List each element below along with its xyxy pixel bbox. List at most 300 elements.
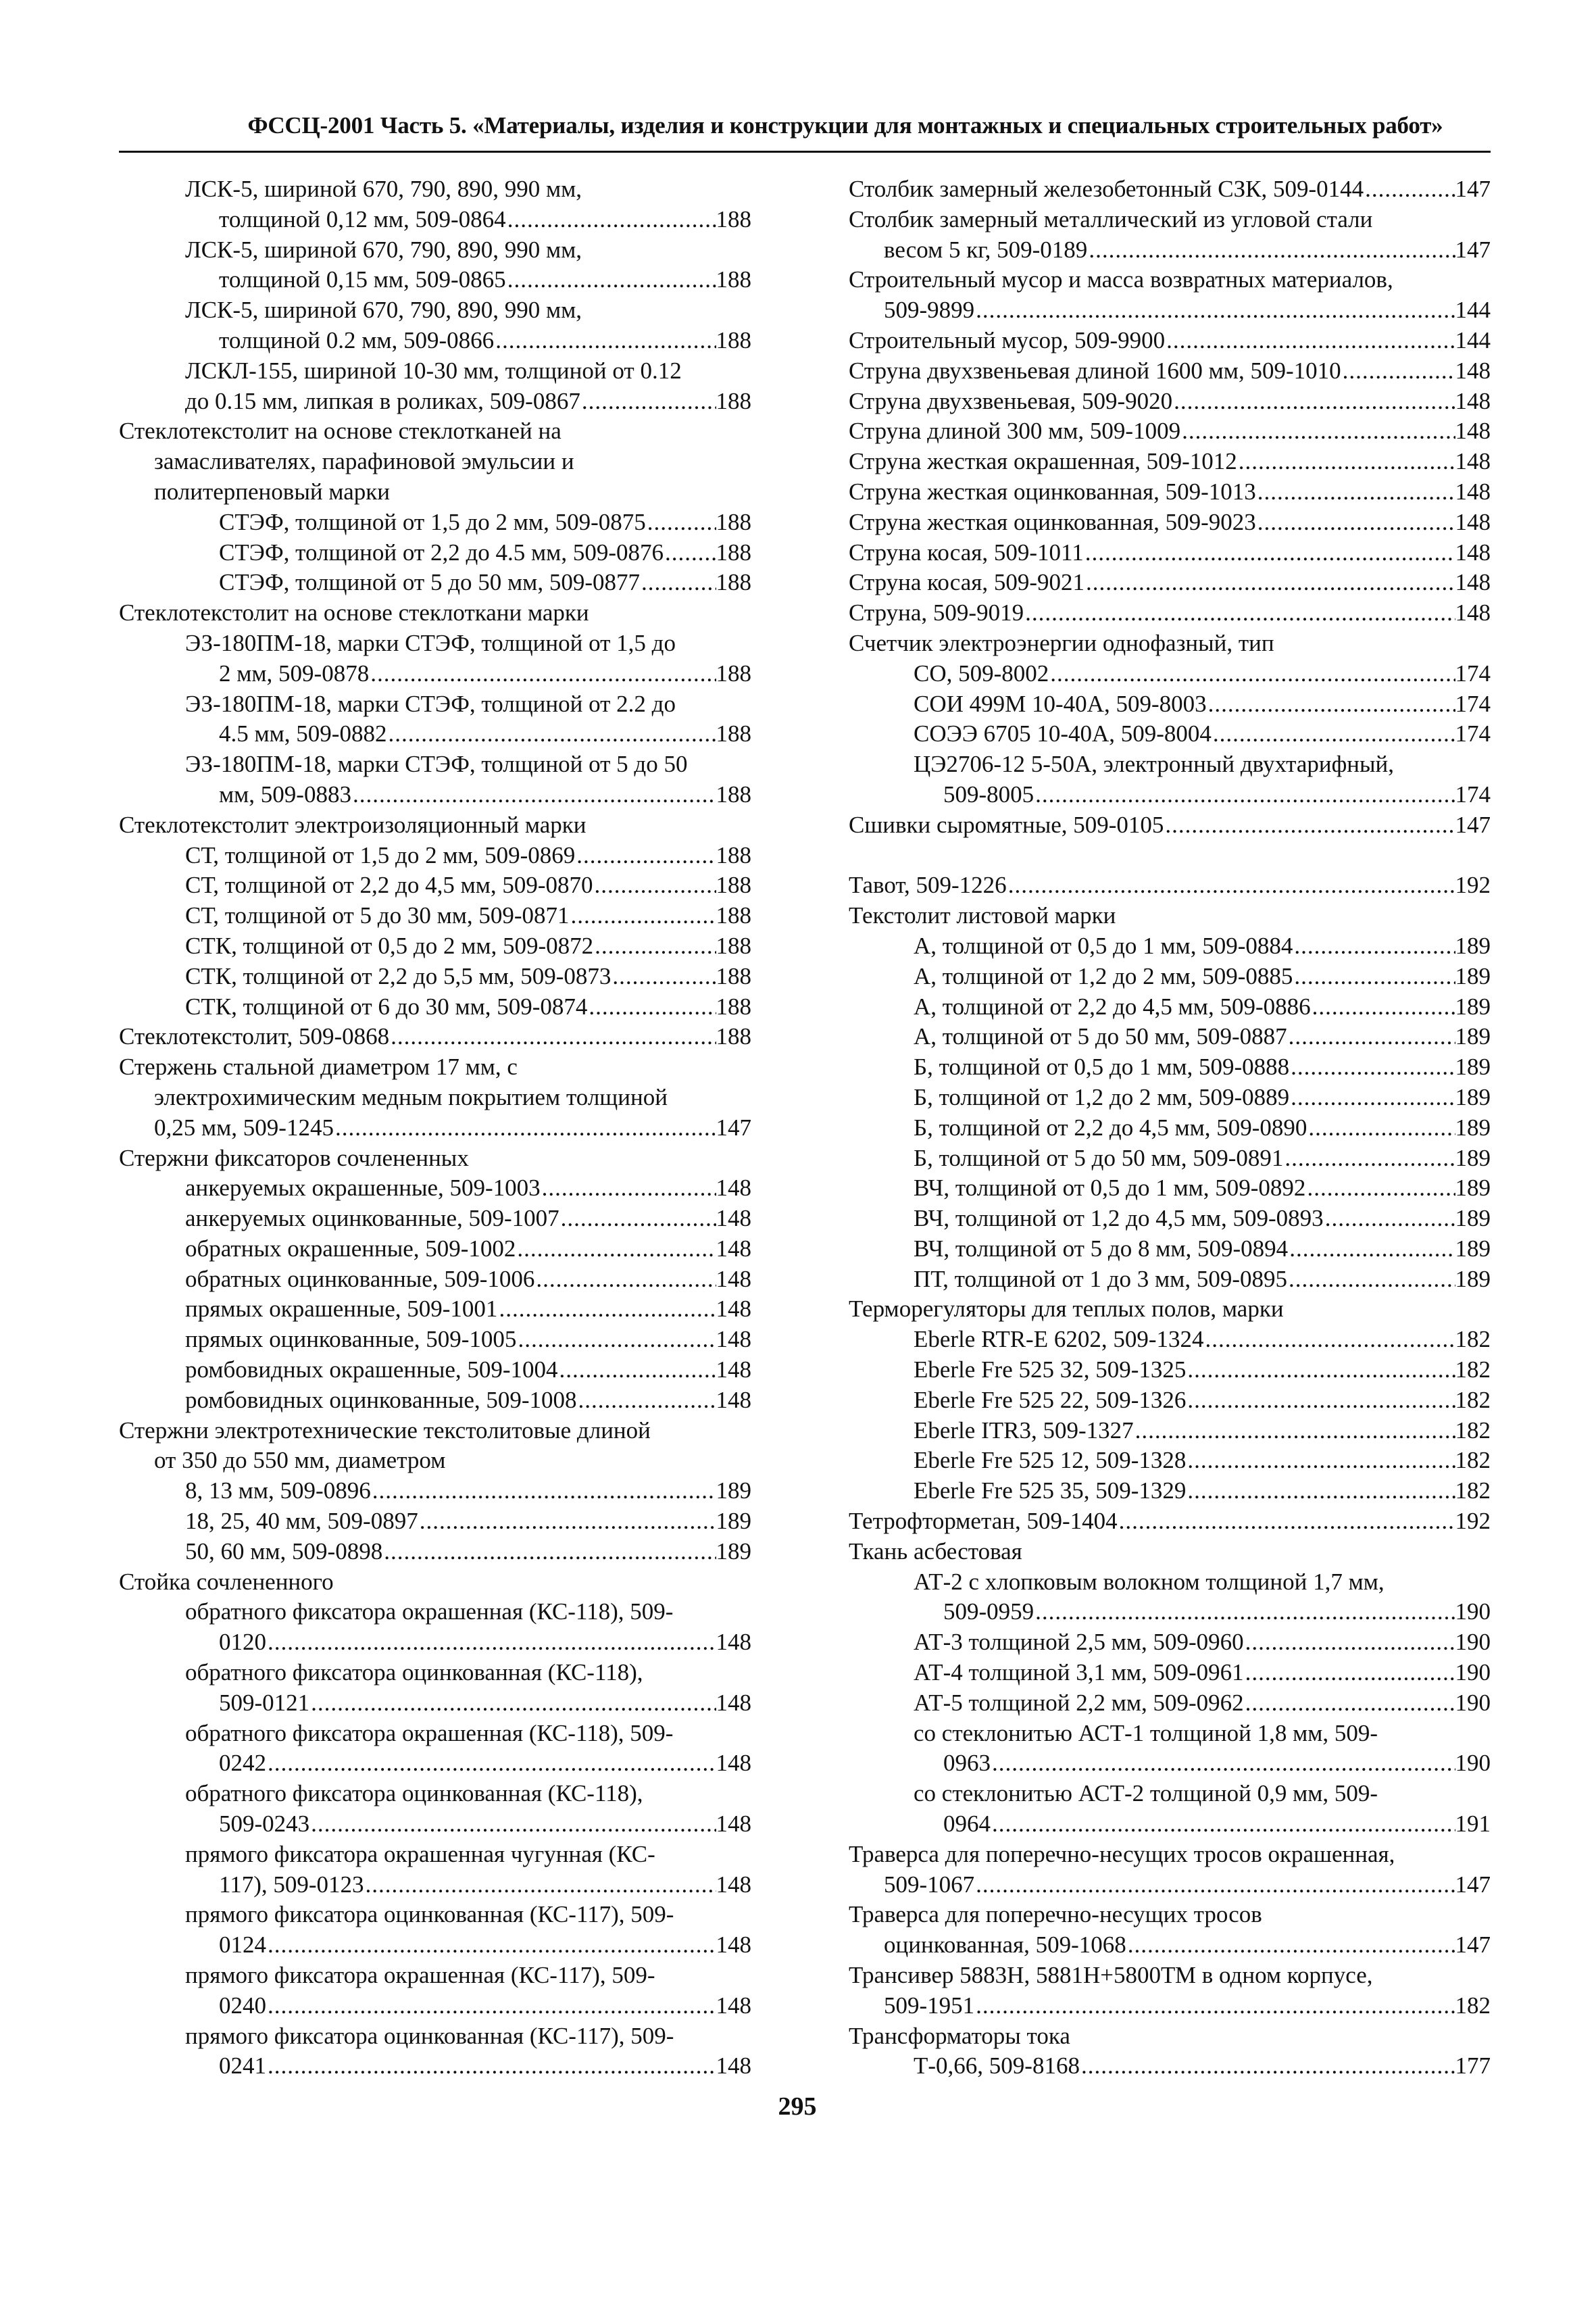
- entry-page-number: 189: [1455, 993, 1491, 1020]
- entry-page-number: 190: [1455, 1629, 1491, 1656]
- index-entry: [849, 659, 1491, 689]
- entry-text: Стойка сочлененного: [119, 1568, 334, 1595]
- entry-text: СТЭФ, толщиной от 2,2 до 4.5 мм, 509-0876: [219, 539, 664, 566]
- index-column-left: [119, 174, 751, 2082]
- dot-leader: [497, 1294, 716, 1325]
- dot-leader: [974, 1991, 1455, 2021]
- entry-page-number: 148: [716, 1750, 751, 1777]
- dot-leader: [974, 1870, 1455, 1900]
- entry-text: АТ-4 толщиной 3,1 мм, 509-0961: [914, 1659, 1244, 1686]
- index-entry: [119, 1870, 751, 1900]
- dot-leader: [1212, 719, 1455, 749]
- entry-page-number: 188: [716, 569, 751, 596]
- index-heading: [849, 1506, 1491, 1537]
- entry-text: мм, 509-0883: [219, 781, 351, 808]
- index-heading: [849, 1537, 1491, 1567]
- entry-text: 509-1951: [884, 1992, 975, 2019]
- index-entry: [849, 1688, 1491, 1719]
- dot-leader: [1186, 1476, 1455, 1506]
- entry-text: Eberle Fre 525 35, 509-1329: [914, 1477, 1187, 1504]
- entry-page-number: 148: [1455, 448, 1491, 475]
- entry-page-number: 182: [1455, 1386, 1491, 1413]
- entry-text: Б, толщиной от 1,2 до 2 мм, 509-0889: [914, 1083, 1290, 1110]
- entry-page-number: 147: [716, 1114, 751, 1141]
- entry-text: ВЧ, толщиной от 5 до 8 мм, 509-0894: [914, 1235, 1289, 1262]
- index-entry: [119, 1809, 751, 1840]
- entry-text: 0241: [219, 2052, 266, 2079]
- index-entry: [849, 1416, 1491, 1446]
- entry-page-number: 148: [1455, 357, 1491, 384]
- entry-text: Тетрофторметан, 509-1404: [849, 1508, 1118, 1535]
- entry-page-number: 148: [716, 1175, 751, 1202]
- index-entry: [849, 1234, 1491, 1264]
- index-entry: [119, 870, 751, 901]
- index-entry: [119, 749, 751, 780]
- index-entry: [849, 1870, 1491, 1900]
- entry-text: обратного фиксатора окрашенная (КС-118), 509-: [185, 1598, 674, 1625]
- entry-text: 2 мм, 509-0878: [219, 660, 370, 687]
- entry-text: СТ, толщиной от 2,2 до 4,5 мм, 509-0870: [185, 872, 593, 899]
- entry-page-number: 188: [716, 720, 751, 747]
- entry-page-number: 188: [716, 508, 751, 535]
- dot-leader: [1293, 962, 1455, 992]
- entry-text: ЭЗ-180ПМ-18, марки СТЭФ, толщиной от 1,5 до: [185, 629, 676, 656]
- entry-text: Струна жесткая оцинкованная, 509-1013: [849, 478, 1256, 505]
- entry-page-number: 188: [716, 539, 751, 566]
- dot-leader: [534, 1264, 716, 1295]
- entry-text: Сшивки сыромятные, 509-0105: [849, 811, 1164, 838]
- entry-text: СТ, толщиной от 1,5 до 2 мм, 509-0869: [185, 841, 576, 868]
- entry-page-number: 148: [716, 1689, 751, 1716]
- entry-page-number: 148: [716, 1629, 751, 1656]
- entry-text: ромбовидных окрашенные, 509-1004: [185, 1356, 558, 1383]
- index-entry: [849, 1779, 1491, 1809]
- entry-page-number: 174: [1455, 690, 1491, 717]
- dot-leader: [541, 1173, 716, 1204]
- index-entry: [119, 205, 751, 235]
- index-entry: [119, 1083, 751, 1113]
- index-entry: [119, 356, 751, 387]
- entry-page-number: 148: [1455, 508, 1491, 535]
- entry-text: СТК, толщиной от 6 до 30 мм, 509-0874: [185, 993, 588, 1020]
- index-entry: [849, 1022, 1491, 1052]
- dot-leader: [1288, 1234, 1455, 1264]
- dot-leader: [1364, 174, 1455, 205]
- index-heading: [119, 810, 751, 841]
- dot-leader: [386, 719, 716, 749]
- index-entry: [119, 174, 751, 205]
- entry-text: Строительный мусор, 509-9900: [849, 326, 1166, 353]
- dot-leader: [1311, 992, 1455, 1023]
- index-entry: [849, 1567, 1491, 1598]
- dot-leader: [266, 1930, 716, 1961]
- dot-leader: [587, 992, 716, 1023]
- index-entry: [119, 1537, 751, 1567]
- entry-page-number: 148: [1455, 478, 1491, 505]
- index-entry: [849, 1991, 1491, 2021]
- entry-text: ЛСК-5, шириной 670, 790, 890, 990 мм,: [185, 236, 582, 263]
- entry-text: 509-0959: [943, 1598, 1034, 1625]
- entry-page-number: 148: [716, 1931, 751, 1959]
- entry-text: СОЭЭ 6705 10-40А, 509-8004: [914, 720, 1212, 747]
- entry-text: Стержни фиксаторов сочлененных: [119, 1144, 469, 1171]
- dot-leader: [351, 780, 716, 810]
- index-heading: [849, 326, 1491, 356]
- entry-text: прямых окрашенные, 509-1001: [185, 1296, 498, 1323]
- index-entry: [119, 719, 751, 749]
- entry-text: Eberle RTR-E 6202, 509-1324: [914, 1326, 1204, 1353]
- entry-text: ЦЭ2706-12 5-50А, электронный двухтарифный,: [914, 751, 1394, 778]
- index-heading: [119, 1143, 751, 1174]
- index-entry: [849, 749, 1491, 780]
- entry-page-number: 189: [1455, 1023, 1491, 1050]
- dot-leader: [646, 508, 716, 538]
- entry-text: А, толщиной от 1,2 до 2 мм, 509-0885: [914, 962, 1293, 989]
- dot-leader: [516, 1234, 716, 1264]
- entry-text: прямых оцинкованные, 509-1005: [185, 1326, 517, 1353]
- entry-text: ПТ, толщиной от 1 до 3 мм, 509-0895: [914, 1265, 1287, 1292]
- entry-text: А, толщиной от 2,2 до 4,5 мм, 509-0886: [914, 993, 1311, 1020]
- entry-text: 0964: [943, 1811, 991, 1838]
- index-heading: [849, 477, 1491, 508]
- index-entry: [119, 1991, 751, 2021]
- index-heading: [119, 416, 751, 447]
- dot-leader: [1180, 416, 1455, 447]
- dot-leader: [494, 326, 716, 356]
- entry-page-number: 188: [716, 660, 751, 687]
- index-entry: [849, 962, 1491, 992]
- entry-text: 50, 60 мм, 509-0898: [185, 1537, 383, 1565]
- index-entry: [849, 1658, 1491, 1688]
- dot-leader: [371, 1476, 716, 1506]
- entry-page-number: 148: [1455, 599, 1491, 626]
- entry-page-number: 174: [1455, 781, 1491, 808]
- entry-text: весом 5 кг, 509-0189: [884, 236, 1088, 263]
- entry-text: 0963: [943, 1750, 991, 1777]
- entry-text: анкеруемых окрашенные, 509-1003: [185, 1175, 541, 1202]
- index-entry: [849, 1355, 1491, 1385]
- entry-page-number: 148: [716, 1296, 751, 1323]
- entry-page-number: 182: [1455, 1356, 1491, 1383]
- index-entry: [849, 1476, 1491, 1506]
- entry-page-number: 189: [1455, 1205, 1491, 1232]
- dot-leader: [1293, 931, 1455, 962]
- index-entry: [849, 1597, 1491, 1627]
- entry-text: Траверса для поперечно-несущих тросов: [849, 1901, 1262, 1928]
- entry-text: Б, толщиной от 0,5 до 1 мм, 509-0888: [914, 1054, 1290, 1081]
- page-number: 295: [778, 2092, 817, 2121]
- entry-page-number: 190: [1455, 1598, 1491, 1625]
- entry-page-number: 189: [716, 1537, 751, 1565]
- entry-text: прямого фиксатора оцинкованная (КС-117), 509-: [185, 1901, 674, 1928]
- index-entry: [119, 2021, 751, 2052]
- dot-leader: [309, 1809, 716, 1840]
- entry-page-number: 190: [1455, 1659, 1491, 1686]
- entry-text: Ткань асбестовая: [849, 1537, 1022, 1565]
- entry-text: СТ, толщиной от 5 до 30 мм, 509-0871: [185, 902, 570, 929]
- dot-leader: [991, 1809, 1455, 1840]
- entry-page-number: 189: [1455, 1054, 1491, 1081]
- entry-text: Счетчик электроэнергии однофазный, тип: [849, 629, 1274, 656]
- dot-leader: [1244, 1688, 1455, 1719]
- index-heading: [849, 174, 1491, 205]
- index-heading: [849, 2021, 1491, 2052]
- dot-leader: [1134, 1416, 1455, 1446]
- entry-text: СОИ 499М 10-40А, 509-8003: [914, 690, 1207, 717]
- index-entry: [119, 295, 751, 326]
- dot-leader: [369, 659, 716, 689]
- index-entry: [119, 689, 751, 720]
- entry-text: 0,25 мм, 509-1245: [154, 1114, 334, 1141]
- entry-text: СТК, толщиной от 2,2 до 5,5 мм, 509-0873: [185, 962, 612, 989]
- dot-leader: [1256, 477, 1455, 508]
- entry-page-number: 147: [1455, 176, 1491, 202]
- dot-leader: [1204, 1325, 1455, 1355]
- entry-text: Струна жесткая окрашенная, 509-1012: [849, 448, 1237, 475]
- entry-text: 509-8005: [943, 781, 1034, 808]
- entry-text: 4.5 мм, 509-0882: [219, 720, 387, 747]
- index-entry: [119, 1294, 751, 1325]
- index-heading: [849, 356, 1491, 387]
- entry-page-number: 189: [1455, 1144, 1491, 1171]
- entry-text: Столбик замерный металлический из угловой стали: [849, 205, 1373, 232]
- entry-text: ЛСКЛ-155, шириной 10-30 мм, толщиной от 0.12: [185, 357, 682, 384]
- dot-leader: [1080, 2051, 1455, 2082]
- entry-page-number: 188: [716, 1023, 751, 1050]
- index-entry: [849, 1719, 1491, 1749]
- index-entry: [119, 1748, 751, 1779]
- entry-page-number: 148: [716, 1265, 751, 1292]
- entry-page-number: 174: [1455, 720, 1491, 747]
- index-heading: [849, 387, 1491, 417]
- index-entry: [119, 508, 751, 538]
- entry-page-number: 147: [1455, 1931, 1491, 1959]
- dot-leader: [1034, 1597, 1455, 1627]
- entry-text: Б, толщиной от 2,2 до 4,5 мм, 509-0890: [914, 1114, 1307, 1141]
- dot-leader: [1287, 1022, 1455, 1052]
- dot-leader: [1172, 387, 1455, 417]
- index-entry: [119, 1204, 751, 1234]
- index-entry: [119, 659, 751, 689]
- entry-page-number: 189: [1455, 1265, 1491, 1292]
- index-entry: [119, 780, 751, 810]
- entry-text: 18, 25, 40 мм, 509-0897: [185, 1508, 418, 1535]
- header-rule: [119, 151, 1491, 153]
- index-heading: [849, 416, 1491, 447]
- index-heading: [119, 1052, 751, 1083]
- index-entry: [849, 1748, 1491, 1779]
- entry-text: 0120: [219, 1629, 266, 1656]
- entry-text: ЛСК-5, шириной 670, 790, 890, 990 мм,: [185, 176, 582, 202]
- entry-text: Eberle Fre 525 32, 509-1325: [914, 1356, 1187, 1383]
- entry-page-number: 188: [716, 902, 751, 929]
- entry-text: обратного фиксатора окрашенная (КС-118), 509-: [185, 1719, 674, 1746]
- entry-page-number: 148: [1455, 539, 1491, 566]
- entry-page-number: 148: [1455, 387, 1491, 414]
- entry-text: Eberle ITR3, 509-1327: [914, 1417, 1134, 1444]
- entry-text: Стеклотекстолит электроизоляционный марки: [119, 811, 587, 838]
- entry-page-number: 189: [1455, 962, 1491, 989]
- index-entry: [119, 931, 751, 962]
- index-entry: [119, 962, 751, 992]
- index-entry: [119, 901, 751, 931]
- dot-leader: [575, 841, 716, 871]
- index-heading: [849, 1900, 1491, 1930]
- entry-page-number: 148: [1455, 418, 1491, 445]
- entry-text: обратного фиксатора оцинкованная (КС-118),: [185, 1659, 643, 1686]
- entry-page-number: 147: [1455, 236, 1491, 263]
- entry-text: Струна длиной 300 мм, 509-1009: [849, 418, 1181, 445]
- dot-leader: [593, 931, 716, 962]
- index-entry: [119, 1113, 751, 1143]
- entry-text: 509-0121: [219, 1689, 310, 1716]
- entry-page-number: 188: [716, 993, 751, 1020]
- index-entry: [849, 1325, 1491, 1355]
- entry-page-number: 144: [1455, 326, 1491, 353]
- entry-page-number: 174: [1455, 660, 1491, 687]
- index-heading: [849, 1840, 1491, 1870]
- index-entry: [849, 1809, 1491, 1840]
- dot-leader: [1341, 356, 1455, 387]
- entry-text: Стержень стальной диаметром 17 мм, с: [119, 1054, 518, 1081]
- dot-leader: [640, 568, 716, 598]
- dot-leader: [506, 265, 716, 295]
- entry-text: до 0.15 мм, липкая в роликах, 509-0867: [185, 387, 580, 414]
- entry-text: СТК, толщиной от 0,5 до 2 мм, 509-0872: [185, 932, 594, 959]
- index-entry: [119, 326, 751, 356]
- dot-leader: [1126, 1930, 1455, 1961]
- entry-page-number: 148: [716, 1356, 751, 1383]
- entry-text: ЭЗ-180ПМ-18, марки СТЭФ, толщиной от 2.2 до: [185, 690, 676, 717]
- index-column-right: [849, 174, 1491, 2082]
- entry-page-number: 189: [1455, 1175, 1491, 1202]
- entry-text: ромбовидных оцинкованные, 509-1008: [185, 1386, 577, 1413]
- index-entry: [119, 235, 751, 266]
- index-heading: [849, 1294, 1491, 1325]
- index-entry: [849, 719, 1491, 749]
- index-entry: [849, 931, 1491, 962]
- dot-leader: [1305, 1173, 1455, 1204]
- dot-leader: [664, 538, 716, 568]
- index-entry: [119, 1234, 751, 1264]
- entry-page-number: 148: [716, 1992, 751, 2019]
- index-entry: [849, 1264, 1491, 1295]
- entry-text: 0124: [219, 1931, 266, 1959]
- entry-text: 0242: [219, 1750, 266, 1777]
- entry-page-number: 192: [1455, 1508, 1491, 1535]
- entry-page-number: 191: [1455, 1811, 1491, 1838]
- entry-page-number: 182: [1455, 1447, 1491, 1474]
- index-entry: [849, 1385, 1491, 1416]
- index-entry: [119, 841, 751, 871]
- entry-text: оцинкованная, 509-1068: [884, 1931, 1126, 1959]
- entry-page-number: 192: [1455, 872, 1491, 899]
- dot-leader: [1207, 689, 1455, 720]
- index-entry: [119, 1597, 751, 1627]
- entry-text: СТЭФ, толщиной от 5 до 50 мм, 509-0877: [219, 569, 640, 596]
- index-heading: [849, 870, 1491, 901]
- index-entry: [119, 1476, 751, 1506]
- dot-leader: [266, 2051, 716, 2082]
- dot-leader: [1283, 1143, 1455, 1174]
- dot-leader: [382, 1537, 716, 1567]
- dot-leader: [570, 901, 716, 931]
- index-entry: [119, 1658, 751, 1688]
- index-entry: [849, 2051, 1491, 2082]
- index-heading: [849, 205, 1491, 235]
- entry-text: анкеруемых оцинкованные, 509-1007: [185, 1205, 559, 1232]
- index-entry: [119, 1506, 751, 1537]
- dot-leader: [334, 1113, 716, 1143]
- entry-text: А, толщиной от 0,5 до 1 мм, 509-0884: [914, 932, 1293, 959]
- entry-text: Струна жесткая оцинкованная, 509-9023: [849, 508, 1256, 535]
- entry-text: обратных оцинкованные, 509-1006: [185, 1265, 535, 1292]
- dot-leader: [611, 962, 716, 992]
- index-entry: [849, 1930, 1491, 1961]
- entry-page-number: 190: [1455, 1689, 1491, 1716]
- index-heading: [119, 1567, 751, 1598]
- dot-leader: [1244, 1658, 1455, 1688]
- dot-leader: [1186, 1446, 1455, 1476]
- entry-text: прямого фиксатора окрашенная чугунная (КС-: [185, 1840, 655, 1867]
- entry-text: Eberle Fre 525 22, 509-1326: [914, 1386, 1187, 1413]
- index-entry: [849, 1173, 1491, 1204]
- entry-text: АТ-3 толщиной 2,5 мм, 509-0960: [914, 1629, 1244, 1656]
- dot-leader: [1307, 1113, 1455, 1143]
- entry-text: Eberle Fre 525 12, 509-1328: [914, 1447, 1187, 1474]
- entry-text: Т-0,66, 509-8168: [914, 2052, 1080, 2079]
- dot-leader: [418, 1506, 716, 1537]
- index-heading: [119, 598, 751, 629]
- index-heading: [849, 447, 1491, 477]
- dot-leader: [364, 1870, 716, 1900]
- index-entry: [119, 629, 751, 659]
- entry-text: 509-9899: [884, 297, 975, 324]
- index-entry: [119, 2051, 751, 2082]
- dot-leader: [266, 1627, 716, 1658]
- entry-text: Струна двухзвеньевая, 509-9020: [849, 387, 1173, 414]
- index-entry: [119, 1355, 751, 1385]
- entry-page-number: 190: [1455, 1750, 1491, 1777]
- entry-text: ЛСК-5, шириной 670, 790, 890, 990 мм,: [185, 297, 582, 324]
- entry-text: ВЧ, толщиной от 1,2 до 4,5 мм, 509-0893: [914, 1205, 1324, 1232]
- entry-text: Трансформаторы тока: [849, 2022, 1070, 2049]
- entry-text: прямого фиксатора оцинкованная (КС-117), 509-: [185, 2022, 674, 2049]
- dot-leader: [1024, 598, 1455, 629]
- index-heading: [849, 629, 1491, 659]
- index-entry: [119, 1961, 751, 1991]
- entry-text: АТ-5 толщиной 2,2 мм, 509-0962: [914, 1689, 1244, 1716]
- entry-text: 509-1067: [884, 1871, 975, 1898]
- entry-page-number: 182: [1455, 1992, 1491, 2019]
- entry-text: ВЧ, толщиной от 0,5 до 1 мм, 509-0892: [914, 1175, 1306, 1202]
- dot-leader: [1289, 1083, 1455, 1113]
- entry-text: 0240: [219, 1992, 266, 2019]
- index-entry: [849, 1083, 1491, 1113]
- entry-text: Струна косая, 509-9021: [849, 569, 1085, 596]
- index-entry: [849, 1143, 1491, 1174]
- index-entry: [849, 1204, 1491, 1234]
- entry-text: прямого фиксатора окрашенная (КС-117), 509-: [185, 1962, 655, 1989]
- entry-page-number: 188: [716, 387, 751, 414]
- dot-leader: [266, 1991, 716, 2021]
- entry-text: замасливателях, парафиновой эмульсии и: [154, 448, 574, 475]
- index-heading: [849, 598, 1491, 629]
- dot-leader: [991, 1748, 1455, 1779]
- dot-leader: [580, 387, 716, 417]
- entry-page-number: 189: [716, 1477, 751, 1504]
- index-entry: [119, 477, 751, 508]
